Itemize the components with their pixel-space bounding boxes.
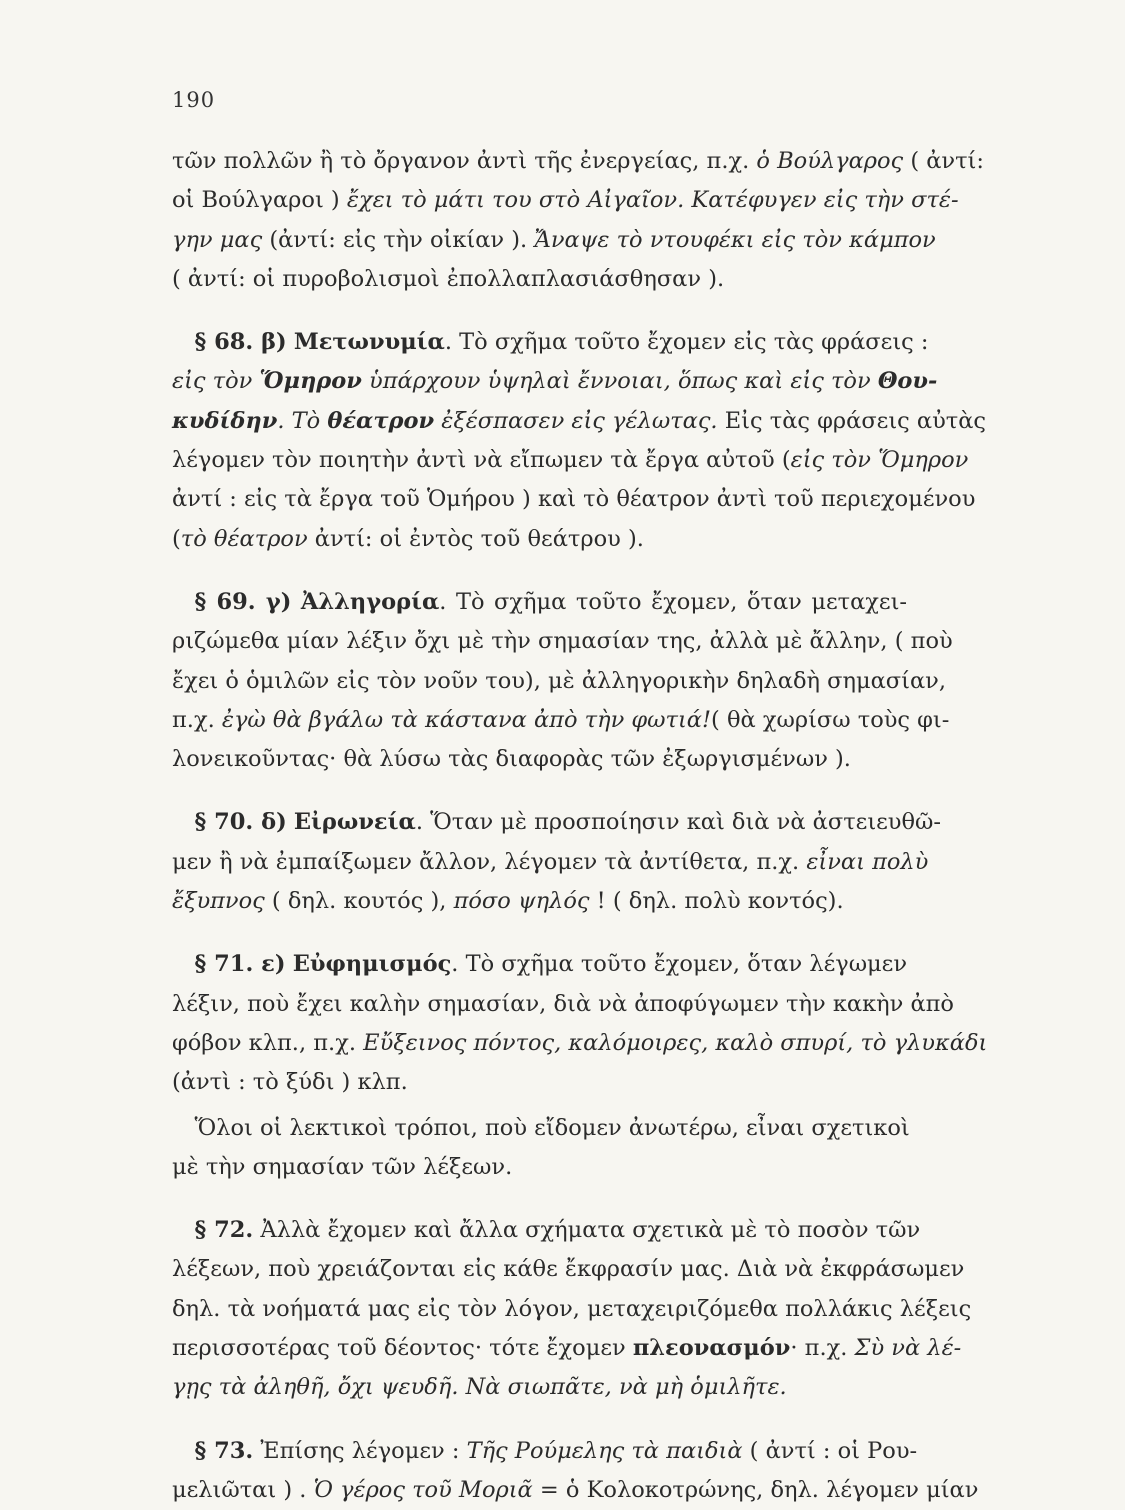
- text-line: γην μας (ἀντί: εἰς τὴν οἰκίαν ). Ἄναψε τὸ ντουφέκι εἰς τὸν κάμπον: [172, 226, 936, 253]
- text-line: δηλ. τὰ νοήματά μας εἰς τὸν λόγον, μεταχειριζόμεθα πολλάκις λέξεις: [172, 1295, 972, 1322]
- section-heading: Μετωνυμία: [293, 329, 445, 356]
- page-body: [172, 142, 988, 1510]
- section-72: [172, 1211, 972, 1407]
- text-line: εἰς τὸν Ὅμηρον ὑπάρχουν ὑψηλαὶ ἔννοιαι, ὅπως καὶ εἰς τὸν Θου-: [172, 368, 938, 395]
- section-heading: Εἰρωνεία: [293, 809, 416, 836]
- page-number: 190: [172, 88, 216, 112]
- text-line: ἔξυπνος ( δηλ. κουτός ), πόσο ψηλός ! ( δηλ. πολὺ κοντός).: [172, 888, 844, 915]
- summary-paragraph: [172, 1109, 910, 1188]
- section-73: [172, 1432, 979, 1510]
- section-number: § 68. β): [194, 329, 287, 356]
- paragraph-continuation: [172, 142, 984, 299]
- text-line: γῃς τὰ ἀληθῆ, ὄχι ψευδῆ. Νὰ σιωπᾶτε, νὰ μὴ ὁμιλῆτε.: [172, 1374, 787, 1401]
- section-number: § 69. γ): [194, 588, 292, 615]
- text-line: περισσοτέρας τοῦ δέοντος· τότε ἔχομεν πλεονασμόν· π.χ. Σὺ νὰ λέ-: [172, 1335, 962, 1362]
- text-line: § 70. δ) Εἰρωνεία. Ὅταν μὲ προσποίησιν καὶ διὰ νὰ ἀστειευθῶ-: [194, 809, 941, 836]
- text-line: τῶν πολλῶν ἢ τὸ ὄργανον ἀντὶ τῆς ἐνεργείας, π.χ. ὁ Βούλγαρος ( ἀντί:: [172, 148, 984, 174]
- text-line: ἀντί : εἰς τὰ ἔργα τοῦ Ὁμήρου ) καὶ τὸ θέατρον ἀντὶ τοῦ περιεχομένου: [172, 486, 976, 513]
- text-line: § 71. ε) Εὐφημισμός. Τὸ σχῆμα τοῦτο ἔχομεν, ὅταν λέγωμεν: [194, 951, 907, 978]
- section-number: § 70. δ): [194, 809, 287, 836]
- text-line: λέξιν, ποὺ ἔχει καλὴν σημασίαν, διὰ νὰ ἀποφύγωμεν τὴν κακὴν ἀπὸ: [172, 990, 954, 1017]
- section-number: § 71. ε): [194, 951, 286, 978]
- section-71: [172, 945, 988, 1102]
- text-line: ἔχει ὁ ὁμιλῶν εἰς τὸν νοῦν του), μὲ ἀλληγορικὴν δηλαδὴ σημασίαν,: [172, 667, 946, 694]
- text-line: ριζώμεθα μίαν λέξιν ὄχι μὲ τὴν σημασίαν της, ἀλλὰ μὲ ἄλλην, ( ποὺ: [172, 628, 953, 655]
- text-line: ( ἀντί: οἱ πυροβολισμοὶ ἐπολλαπλασιάσθησαν ).: [172, 265, 725, 292]
- text-line: § 73. Ἐπίσης λέγομεν : Τῆς Ρούμελης τὰ παιδιὰ ( ἀντί : οἱ Ρου-: [194, 1437, 918, 1464]
- section-70: [172, 803, 941, 921]
- text-line: λονεικοῦντας· θὰ λύσω τὰς διαφορὰς τῶν ἐξωργισμένων ).: [172, 746, 851, 773]
- section-heading: Εὐφημισμός: [292, 951, 452, 978]
- text-line: § 72. Ἀλλὰ ἔχομεν καὶ ἄλλα σχήματα σχετικὰ μὲ τὸ ποσὸν τῶν: [194, 1217, 921, 1244]
- text-line: φόβον κλπ., π.χ. Εὔξεινος πόντος, καλόμοιρες, καλὸ σπυρί, τὸ γλυκάδι: [172, 1029, 988, 1056]
- text-line: (ἀντὶ : τὸ ξύδι ) κλπ.: [172, 1069, 408, 1096]
- text-line: λέξεων, ποὺ χρειάζονται εἰς κάθε ἔκφρασίν μας. Διὰ νὰ ἐκφράσωμεν: [172, 1256, 965, 1283]
- section-heading: Ἀλληγορία: [300, 588, 440, 615]
- text-line: § 69. γ) Ἀλληγορία. Τὸ σχῆμα τοῦτο ἔχομεν, ὅταν μεταχει-: [194, 588, 907, 615]
- text-line: Ὅλοι οἱ λεκτικοὶ τρόποι, ποὺ εἴδομεν ἀνωτέρω, εἶναι σχετικοὶ: [194, 1114, 910, 1141]
- text-line: μὲ τὴν σημασίαν τῶν λέξεων.: [172, 1153, 513, 1180]
- section-number: § 73.: [194, 1437, 254, 1464]
- text-line: § 68. β) Μετωνυμία. Τὸ σχῆμα τοῦτο ἔχομεν εἰς τὰς φράσεις :: [194, 329, 929, 356]
- section-68: [172, 323, 987, 559]
- text-line: λέγομεν τὸν ποιητὴν ἀντὶ νὰ εἴπωμεν τὰ ἔργα αὐτοῦ (εἰς τὸν Ὅμηρον: [172, 447, 969, 474]
- text-line: π.χ. ἐγὼ θὰ βγάλω τὰ κάστανα ἀπὸ τὴν φωτιά!( θὰ χωρίσω τοὺς φι-: [172, 706, 950, 733]
- text-line: μελιῶται ) . Ὁ γέρος τοῦ Μοριᾶ = ὁ Κολοκοτρώνης, δηλ. λέγομεν μίαν: [172, 1476, 979, 1503]
- section-69: [172, 583, 953, 779]
- text-line: (τὸ θέατρον ἀντί: οἱ ἐντὸς τοῦ θεάτρου ).: [172, 525, 644, 552]
- text-line: οἱ Βούλγαροι ) ἔχει τὸ μάτι του στὸ Αἰγαῖον. Κατέφυγεν εἰς τὴν στέ-: [172, 187, 959, 214]
- text-line: μεν ἢ νὰ ἐμπαίξωμεν ἄλλον, λέγομεν τὰ ἀντίθετα, π.χ. εἶναι πολὺ: [172, 848, 929, 875]
- text-line: κυδίδην. Τὸ θέατρον ἐξέσπασεν εἰς γέλωτας. Εἰς τὰς φράσεις αὐτὰς: [172, 407, 987, 434]
- section-number: § 72.: [194, 1217, 254, 1244]
